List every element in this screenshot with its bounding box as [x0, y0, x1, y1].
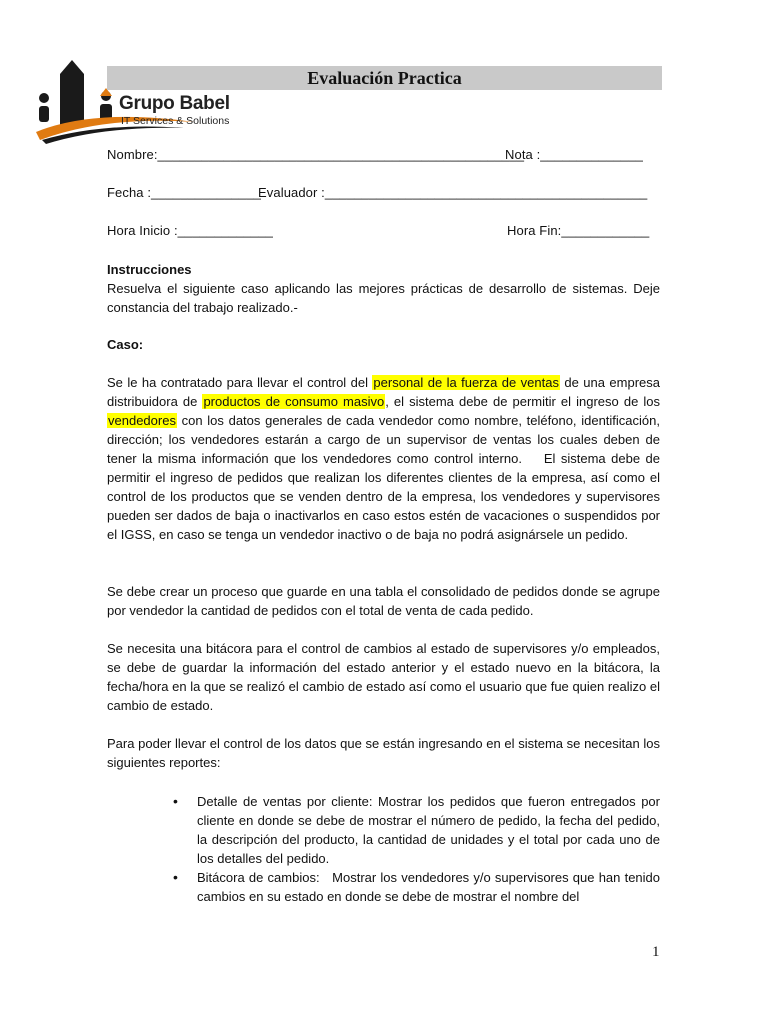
bullet-icon: • — [173, 869, 178, 885]
caso-paragraph-2: Se debe crear un proceso que guarde en una tabla el consolidado de pedidos donde se agrupe por vendedor la cantidad de pedidos con el total de venta de cada pedido. — [107, 584, 660, 618]
nombre-field: Nombre:__________________________________________________ — [107, 147, 525, 162]
list-item — [173, 792, 660, 868]
caso-p1-text-b: de una empresa distribuidora de — [107, 375, 660, 409]
caso-heading: Caso: — [107, 337, 144, 352]
caso-paragraph-1 — [107, 373, 664, 544]
evaluador-field: Evaluador :____________________________________________ — [258, 185, 648, 200]
highlight-personal: personal de la fuerza de ventas — [373, 375, 559, 390]
logo-tagline: IT Services & Solutions — [121, 115, 230, 127]
page-number: 1 — [652, 944, 660, 960]
instrucciones-text: Resuelva el siguiente caso aplicando las mejores prácticas de desarrollo de sistemas. Deje constancia del trabajo realizado.- — [107, 281, 660, 315]
caso-p1-text-a: Se le ha contratado para llevar el control del — [107, 375, 373, 390]
caso-p1-text-c: , el sistema debe de permitir el ingreso de los — [385, 394, 661, 409]
hora-fin-field: Hora Fin:____________ — [507, 223, 650, 238]
report-item-text: Detalle de ventas por cliente: Mostrar los pedidos que fueron entregados por cliente en donde se debe de mostrar el número de pedido, la fecha del pedido, la descripción del producto, la cantidad de unidades y el total por cada uno de los detalles del pedido. — [197, 794, 660, 866]
report-item-text: Bitácora de cambios: Mostrar los vendedores y/o supervisores que han tenido cambios en su estado en donde se debe de mostrar el nombre del — [197, 870, 664, 904]
page-title: Evaluación Practica — [307, 68, 462, 88]
fecha-field: Fecha :_______________ — [107, 185, 262, 200]
logo-name: Grupo Babel — [119, 93, 230, 114]
caso-paragraph-4: Para poder llevar el control de los datos que se están ingresando en el sistema se necesitan los siguientes reportes: — [107, 736, 660, 770]
list-item — [173, 868, 664, 906]
hora-inicio-field: Hora Inicio :_____________ — [107, 223, 273, 238]
title-bar — [107, 66, 662, 90]
instrucciones-heading: Instrucciones — [107, 262, 192, 277]
reports-list — [173, 792, 664, 906]
nota-field: Nota :______________ — [505, 147, 643, 162]
bullet-icon: • — [173, 793, 178, 809]
highlight-productos: productos de consumo masivo — [203, 394, 385, 409]
caso-p1-text-d: con los datos generales de cada vendedor como nombre, teléfono, identificación, dirección; los vendedores estarán a cargo de un supervisor de ventas los cuales deben de tener la misma información que los vendedores como control interno. El sistema debe de permitir el ingreso de pedidos que realizan los diferentes clientes de la empresa, así como el control de los productos que se venden dentro de la empresa, los vendedores y supervisores pueden ser dados de baja o inactivarlos en caso estos estén de vacaciones o suspendidos por el IGSS, en caso se tenga un vendedor inactivo o de baja no podrá asignársele un pedido. — [107, 413, 664, 542]
instrucciones-section — [107, 260, 660, 317]
highlight-vendedores: vendedores — [108, 413, 176, 428]
caso-paragraph-3: Se necesita una bitácora para el control de cambios al estado de supervisores y/o empleados, se debe de guardar la información del estado anterior y el estado nuevo en la bitácora, la fecha/hora en la que se realizó el cambio de estado así como el usuario que fue quien realizo el cambio de estado. — [107, 641, 660, 713]
